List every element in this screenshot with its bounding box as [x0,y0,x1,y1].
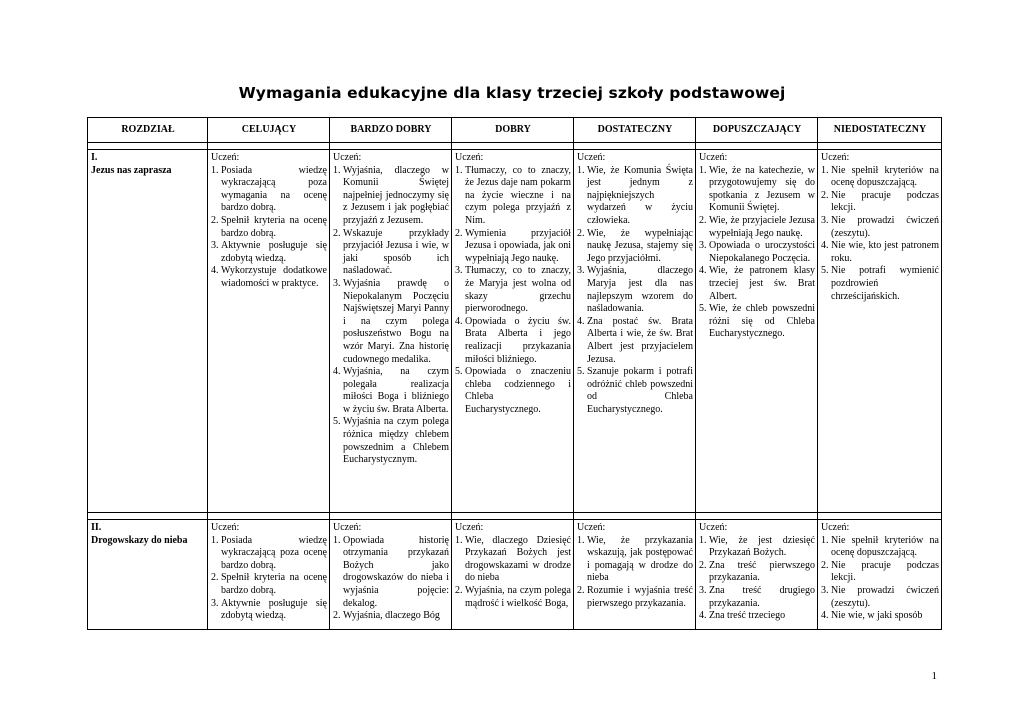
list-item: 2. Spełnił kryteria na ocenę bardzo dobrą. [211,214,327,239]
cell-lead: Uczeń: [699,522,728,533]
cell-lead: Uczeń: [821,152,850,163]
list-item: 4. Wyjaśnia, na czym polegała realizacja miłości Boga i bliźniego w życiu św. Brata Alberta. [333,366,449,415]
list-item: 3. Wyjaśnia, dlaczego Maryja jest dla nas najlepszym wzorem do naśladowania. [577,265,693,315]
header-cell: DOSTATECZNY [574,118,696,143]
requirement-cell [574,520,696,630]
cell-lead: Uczeń: [821,522,850,533]
list-item-text: Szanuje pokarm i potrafi odróżnić chleb powszedni od Chleba Eucharystycznego. [587,366,693,415]
list-item-text: Wie, że wypełniając naukę Jezusa, stajemy się Jego przyjaciółmi. [587,227,693,264]
list-item-text: Nie prowadzi ćwiczeń (zeszytu). [831,584,939,609]
list-item: 4. Zna postać św. Brata Alberta i wie, że św. Brat Albert jest przyjacielem Jezusa. [577,315,693,365]
list-item-text: Zna treść drugiego przykazania. [709,584,815,609]
spacer-row [88,513,942,520]
requirement-list [821,165,939,304]
list-item: 2. Wie, że wypełniając naukę Jezusa, stajemy się Jego przyjaciółmi. [577,227,693,264]
list-item: 1. Posiada wiedzę wykraczającą poza wymagania na ocenę bardzo dobrą. [211,164,327,214]
list-item-text: Wyjaśnia, dlaczego Bóg [343,610,440,622]
list-item: 3. Wyjaśnia prawdę o Niepokalanym Poczęciu Najświętszej Maryi Panny i na czym polega posłuszeństwo Bogu na wzór Maryi. Zna historię cudownego medalika. [333,277,449,365]
cell-lead: Uczeń: [211,522,240,533]
list-item: 4. Zna treść trzeciego [699,610,786,622]
list-item-text: Wyjaśnia prawdę o Niepokalanym Poczęciu Najświętszej Maryi Panny i na czym polega posłuszeństwo Bogu na wzór Maryi. Zna historię cudownego medalika. [343,277,449,365]
list-item-text: Nie spełnił kryteriów na ocenę dopuszczającą. [831,164,939,189]
list-item-text: Nie wie, w jaki sposób [831,610,923,622]
list-item: 1. Opowiada historię otrzymania przykazań Bożych jako drogowskazów do nieba i wyjaśnia pojęcie: dekalog. [333,534,449,609]
chapter-title: Jezus nas zaprasza [91,164,172,176]
header-cell: BARDZO DOBRY [330,118,452,143]
list-item: 1. Wie, że Komunia Święta jest jednym z najpiękniejszych wydarzeń w życiu człowieka. [577,164,693,226]
list-item-text: Wie, że jest dziesięć Przykazań Bożych. [709,534,815,559]
requirement-cell [696,520,818,630]
list-item: 2. Nie pracuje podczas lekcji. [821,559,939,584]
requirement-cell [452,150,574,513]
list-item-text: Spełnił kryteria na ocenę bardzo dobrą. [221,572,327,596]
header-cell: ROZDZIAŁ [88,118,208,143]
list-item: 1. Tłumaczy, co to znaczy, że Jezus daje nam pokarm na życie wieczne i na czym polega przyjaźń z Nim. [455,164,571,226]
cell-lead: Uczeń: [577,522,606,533]
list-item: 1. Wie, że jest dziesięć Przykazań Bożych. [699,534,815,559]
header-cell: DOBRY [452,118,574,143]
cell-lead: Uczeń: [455,522,484,533]
requirements-table [87,117,942,630]
list-item: 4. Nie wie, kto jest patronem roku. [821,240,939,264]
spacer-row [88,143,942,150]
requirement-list [577,165,693,417]
list-item: 2. Wyjaśnia, na czym polega mądrość i wielkość Boga, [455,584,571,609]
cell-lead: Uczeń: [577,152,606,163]
requirement-cell [818,150,942,513]
chapter-title: Drogowskazy do nieba [91,534,188,546]
list-item-text: Nie potrafi wymienić pozdrowień chrześcijańskich. [831,265,939,302]
list-item-text: Wyjaśnia, dlaczego w Komunii Świętej najpełniej jednoczymy się z Jezusem i jak pogłębiać przyjaźń z Jezusem. [343,164,449,226]
list-item: 5. Wie, że chleb powszedni różni się od Chleba Eucharystycznego. [699,303,815,340]
list-item-text: Nie spełnił kryteriów na ocenę dopuszczającą. [831,534,939,559]
list-item: 1. Posiada wiedzę wykraczającą poza ocenę bardzo dobrą. [211,534,327,571]
list-item: 2. Spełnił kryteria na ocenę bardzo dobrą. [211,572,327,596]
list-item-text: Wykorzystuje dodatkowe wiadomości w praktyce. [221,265,327,289]
list-item-text: Nie prowadzi ćwiczeń (zeszytu). [831,214,939,239]
list-item: 1. Nie spełnił kryteriów na ocenę dopuszczającą. [821,534,939,559]
requirement-list [333,535,449,623]
list-item-text: Wie, że na katechezie, w przygotowujemy się do spotkania z Jezusem w Komunii Świętej. [709,164,815,214]
chapter-number: I. [91,152,98,163]
document-title: Wymagania edukacyjne dla klasy trzeciej szkoły podstawowej [238,84,786,102]
list-item-text: Nie wie, kto jest patronem roku. [831,240,939,264]
list-item-text: Posiada wiedzę wykraczającą poza wymagania na ocenę bardzo dobrą. [221,164,327,214]
table-row [88,150,942,513]
list-item-text: Zna postać św. Brata Alberta i wie, że św. Brat Albert jest przyjacielem Jezusa. [587,315,693,365]
list-item-text: Wie, dlaczego Dziesięć Przykazań Bożych jest drogowskazami w drodze do nieba [465,534,571,584]
list-item: 1. Wie, dlaczego Dziesięć Przykazań Bożych jest drogowskazami w drodze do nieba [455,534,571,584]
header-cell: NIEDOSTATECZNY [818,118,942,143]
requirement-list [699,535,815,623]
list-item-text: Rozumie i wyjaśnia treść pierwszego przykazania. [587,584,693,609]
requirement-list [455,535,571,611]
list-item: 3. Opowiada o uroczystości Niepokalanego Poczęcia. [699,240,815,264]
header-cell: CELUJĄCY [208,118,330,143]
chapter-cell [88,150,208,513]
list-item: 2. Wymienia przyjaciół Jezusa i opowiada, jak oni wypełniają Jego naukę. [455,227,571,264]
list-item-text: Wie, że przykazania wskazują, jak postępować i pomagają w drodze do nieba [587,534,693,584]
list-item: 5. Szanuje pokarm i potrafi odróżnić chleb powszedni od Chleba Eucharystycznego. [577,366,693,415]
list-item-text: Zna treść trzeciego [709,610,786,622]
list-item-text: Wie, że Komunia Święta jest jednym z najpiękniejszych wydarzeń w życiu człowieka. [587,164,693,226]
list-item-text: Opowiada o znaczeniu chleba codziennego i Chleba Eucharystycznego. [465,366,571,415]
list-item: 3. Nie prowadzi ćwiczeń (zeszytu). [821,584,939,609]
list-item-text: Nie pracuje podczas lekcji. [831,559,939,584]
list-item-text: Wyjaśnia, dlaczego Maryja jest dla nas najlepszym wzorem do naśladowania. [587,265,693,315]
list-item: 3. Nie prowadzi ćwiczeń (zeszytu). [821,214,939,239]
list-item-text: Wyjaśnia, na czym polegała realizacja miłości Boga i bliźniego w życiu św. Brata Alberta. [343,366,449,415]
list-item: 4. Nie wie, w jaki sposób [821,610,923,622]
list-item-text: Wie, że chleb powszedni różni się od Chleba Eucharystycznego. [709,303,815,340]
requirement-list [821,535,939,623]
list-item: 5. Wyjaśnia na czym polega różnica między chlebem powszednim a Chlebem Eucharystycznym. [333,416,449,466]
list-item: 3. Zna treść drugiego przykazania. [699,584,815,609]
list-item-text: Opowiada o uroczystości Niepokalanego Poczęcia. [709,240,815,264]
list-item: 3. Aktywnie posługuje się zdobytą wiedzą. [211,240,327,264]
requirement-list [699,165,815,341]
list-item-text: Opowiada historię otrzymania przykazań Bożych jako drogowskazów do nieba i wyjaśnia pojęcie: dekalog. [343,534,449,609]
cell-lead: Uczeń: [455,152,484,163]
list-item-text: Wyjaśnia na czym polega różnica między chlebem powszednim a Chlebem Eucharystycznym. [343,416,449,466]
list-item-text: Wymienia przyjaciół Jezusa i opowiada, jak oni wypełniają Jego naukę. [465,227,571,264]
requirement-list [211,165,327,291]
chapter-cell [88,520,208,630]
list-item: 3. Tłumaczy, co to znaczy, że Maryja jest wolna od skazy grzechu pierworodnego. [455,265,571,315]
list-item-text: Posiada wiedzę wykraczającą poza ocenę bardzo dobrą. [221,534,327,571]
requirement-cell [208,520,330,630]
list-item: 3. Aktywnie posługuje się zdobytą wiedzą. [211,597,327,622]
list-item: 2. Wie, że przyjaciele Jezusa wypełniają Jego naukę. [699,214,815,239]
list-item: 2. Rozumie i wyjaśnia treść pierwszego przykazania. [577,584,693,609]
cell-lead: Uczeń: [699,152,728,163]
list-item: 2. Wskazuje przykłady przyjaciół Jezusa i wie, w jaki sposób ich naśladować. [333,227,449,277]
requirement-cell [818,520,942,630]
requirement-cell [696,150,818,513]
list-item: 4. Opowiada o życiu św. Brata Alberta i jego realizacji przykazania miłości bliźniego. [455,315,571,365]
list-item-text: Tłumaczy, co to znaczy, że Jezus daje nam pokarm na życie wieczne i na czym polega przyjaźń z Nim. [465,164,571,226]
list-item: 1. Wie, że przykazania wskazują, jak postępować i pomagają w drodze do nieba [577,534,693,584]
cell-lead: Uczeń: [211,152,240,163]
list-item: 4. Wykorzystuje dodatkowe wiadomości w praktyce. [211,265,327,289]
list-item-text: Wie, że przyjaciele Jezusa wypełniają Jego naukę. [709,214,815,239]
list-item: 2. Wyjaśnia, dlaczego Bóg [333,610,440,622]
list-item-text: Wyjaśnia, na czym polega mądrość i wielkość Boga, [465,584,571,609]
list-item-text: Wskazuje przykłady przyjaciół Jezusa i wie, w jaki sposób ich naśladować. [343,227,449,277]
list-item-text: Tłumaczy, co to znaczy, że Maryja jest wolna od skazy grzechu pierworodnego. [465,265,571,315]
requirement-cell [574,150,696,513]
list-item: 5. Opowiada o znaczeniu chleba codziennego i Chleba Eucharystycznego. [455,366,571,415]
requirement-list [455,165,571,417]
list-item-text: Nie pracuje podczas lekcji. [831,189,939,214]
page-number: 1 [931,670,937,682]
requirement-list [211,535,327,623]
list-item: 2. Zna treść pierwszego przykazania. [699,559,815,584]
list-item: 2. Nie pracuje podczas lekcji. [821,189,939,214]
cell-lead: Uczeń: [333,522,362,533]
requirement-cell [330,150,452,513]
table-header-row [88,118,942,143]
chapter-number: II. [91,522,102,533]
list-item-text: Zna treść pierwszego przykazania. [709,559,815,584]
requirement-list [333,165,449,467]
list-item-text: Spełnił kryteria na ocenę bardzo dobrą. [221,214,327,239]
list-item-text: Opowiada o życiu św. Brata Alberta i jego realizacji przykazania miłości bliźniego. [465,315,571,365]
requirement-cell [330,520,452,630]
list-item: 1. Wyjaśnia, dlaczego w Komunii Świętej najpełniej jednoczymy się z Jezusem i jak pogłębiać przyjaźń z Jezusem. [333,164,449,226]
requirement-cell [452,520,574,630]
cell-lead: Uczeń: [333,152,362,163]
list-item-text: Wie, że patronem klasy trzeciej jest św. Brat Albert. [709,265,815,302]
list-item: 1. Nie spełnił kryteriów na ocenę dopuszczającą. [821,164,939,189]
list-item-text: Aktywnie posługuje się zdobytą wiedzą. [221,597,327,622]
list-item: 4. Wie, że patronem klasy trzeciej jest św. Brat Albert. [699,265,815,302]
table-row [88,520,942,630]
list-item: 5. Nie potrafi wymienić pozdrowień chrześcijańskich. [821,265,939,302]
header-cell: DOPUSZCZAJĄCY [696,118,818,143]
requirement-cell [208,150,330,513]
requirement-list [577,535,693,611]
list-item-text: Aktywnie posługuje się zdobytą wiedzą. [221,240,327,264]
list-item: 1. Wie, że na katechezie, w przygotowujemy się do spotkania z Jezusem w Komunii Świętej. [699,164,815,214]
